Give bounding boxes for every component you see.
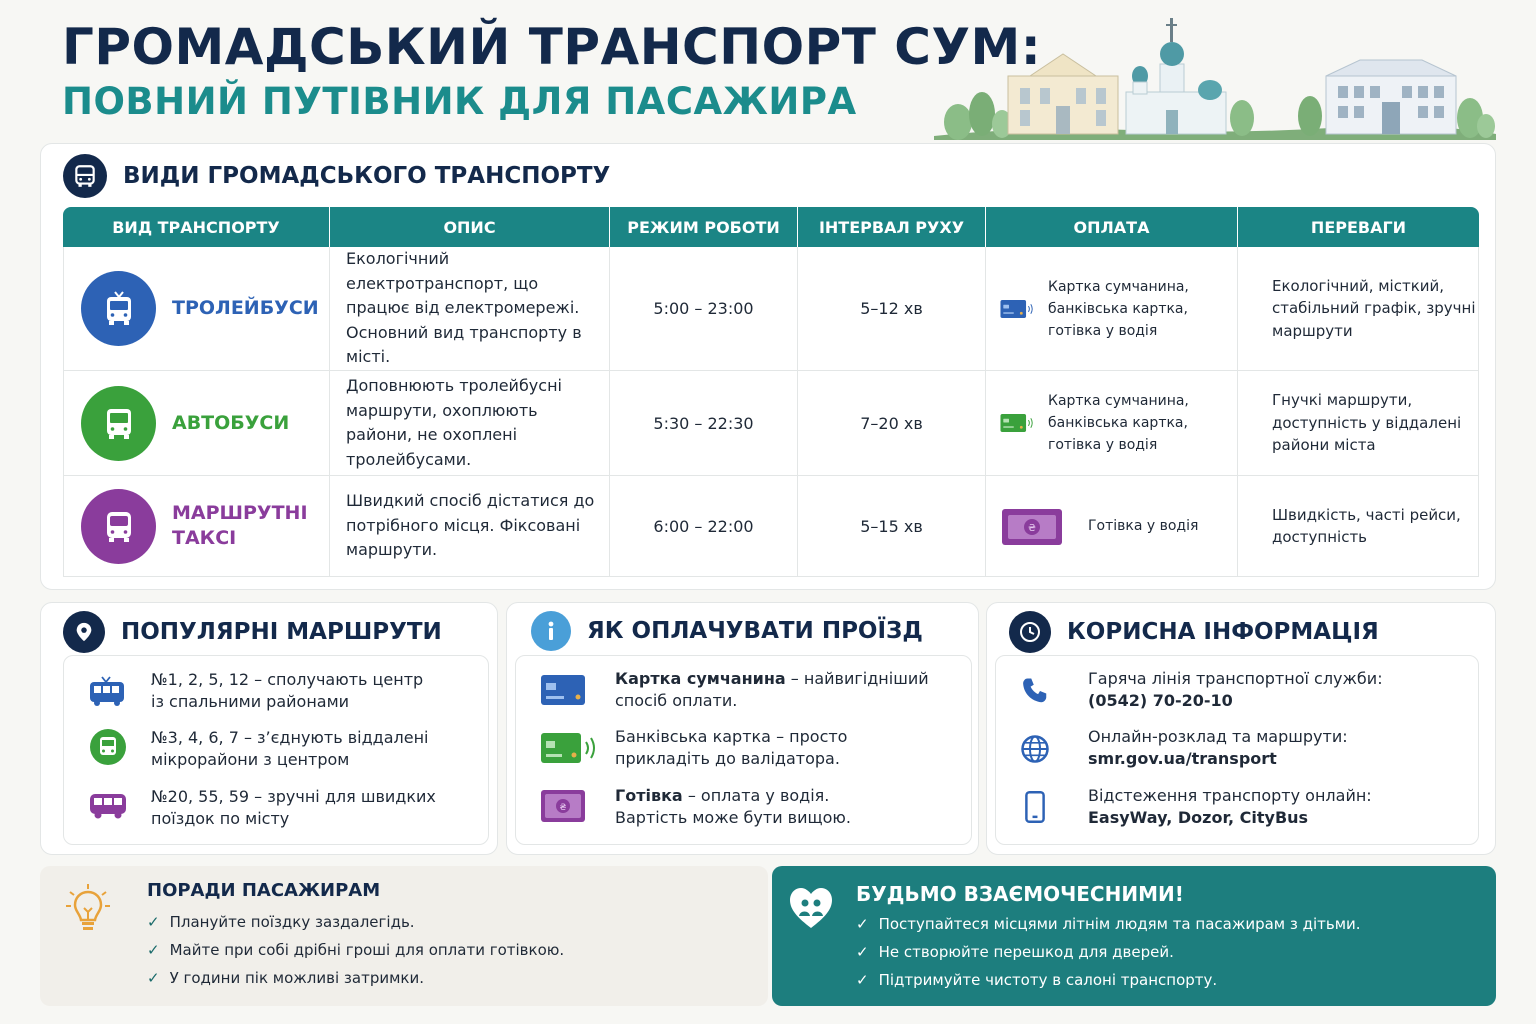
operating-hours: 5:30 – 22:30: [610, 371, 798, 476]
info-list: [995, 655, 1479, 845]
route-text: із спальними районами: [151, 692, 350, 711]
passenger-tips-section: [40, 866, 768, 1006]
transport-types-header: [63, 154, 610, 198]
payment-method-text: – найвигідніший: [785, 669, 929, 688]
payment-method-text: прикладіть до валідатора.: [615, 749, 840, 768]
payment-method-name: Готівка: [615, 786, 683, 805]
transport-types-table: [63, 207, 1479, 577]
tips-list: [147, 908, 564, 992]
transport-types-section: [40, 143, 1496, 590]
payment-methods: Картка сумчанина, банківська картка, готівка у водія: [1048, 278, 1189, 339]
payment-method-text: – просто: [770, 727, 848, 746]
section-title: КОРИСНА ІНФОРМАЦІЯ: [1067, 619, 1379, 645]
routes-list: [63, 655, 489, 845]
section-title: ВИДИ ГРОМАДСЬКОГО ТРАНСПОРТУ: [123, 163, 611, 189]
list-item: ✓ У години пік можливі затримки.: [147, 964, 564, 992]
cash-icon: [1000, 505, 1076, 547]
courtesy-section: [772, 866, 1496, 1006]
tips-title: ПОРАДИ ПАСАЖИРАМ: [147, 880, 381, 901]
check-icon: ✓: [856, 915, 869, 933]
payment-methods: Картка сумчанина, банківська картка, готівка у водія: [1048, 393, 1189, 453]
minibus-icon: [88, 791, 128, 821]
lightbulb-icon: [64, 882, 112, 936]
card-contactless-icon: [540, 732, 600, 764]
courtesy-title: БУДЬМО ВЗАЄМОЧЕСНИМИ!: [856, 882, 1184, 906]
list-item: ✓ Майте при собі дрібні гроші для оплати готівкою.: [147, 936, 564, 964]
check-icon: ✓: [856, 971, 869, 989]
route-text: поїздок по місту: [151, 809, 290, 828]
info-label: Гаряча лінія транспортної служби:: [1088, 669, 1383, 688]
tracking-apps: EasyWay, Dozor, CityBus: [1088, 808, 1309, 827]
transport-description: Доповнюють тролейбусні маршрути, охоплюють райони, не охоплені тролейбусами.: [346, 376, 562, 469]
transport-type-name: ТРОЛЕЙБУСИ: [172, 297, 319, 319]
transport-description: Екологічний електротранспорт, що працює від електромережі. Основний вид транспорту в місті.: [346, 249, 582, 367]
payment-method-name: Картка сумчанина: [615, 669, 786, 688]
svg-text:₴: ₴: [559, 803, 567, 813]
clock-icon: [1009, 611, 1051, 653]
check-icon: ✓: [147, 969, 160, 987]
interval: 5–15 хв: [798, 476, 986, 577]
column-header: ОПИС: [330, 207, 610, 247]
page-subtitle: ПОВНИЙ ПУТІВНИК ДЛЯ ПАСАЖИРА: [62, 80, 857, 123]
card-contactless-icon: [1000, 402, 1036, 444]
trolleybus-icon: [88, 676, 126, 708]
map-pin-icon: [63, 611, 105, 653]
card-icon: [540, 674, 586, 706]
payment-section: [506, 602, 979, 855]
info-label: Онлайн-розклад та маршрути:: [1088, 727, 1348, 746]
hotline-number[interactable]: (0542) 70-20-10: [1088, 691, 1233, 710]
info-icon: [531, 611, 571, 651]
trolleybus-icon: [81, 271, 156, 346]
payment-method-text: Вартість може бути вищою.: [615, 808, 851, 827]
transport-type-name: АВТОБУСИ: [172, 411, 290, 434]
payment-method-text: – оплата у водія.: [682, 786, 830, 805]
advantages: Гнучкі маршрути, доступність у віддалені райони міста: [1272, 391, 1462, 455]
bus-icon: [81, 386, 156, 461]
route-text: №3, 4, 6, 7 – з’єднують віддалені: [151, 728, 429, 747]
interval: 5–12 хв: [798, 247, 986, 371]
table-row: [63, 247, 1479, 371]
section-title: ПОПУЛЯРНІ МАРШРУТИ: [121, 619, 442, 645]
transport-description: Швидкий спосіб дістатися до потрібного місця. Фіксовані маршрути.: [346, 491, 595, 560]
list-item: ✓ Не створюйте перешкод для дверей.: [856, 938, 1361, 966]
payment-method-text: спосіб оплати.: [615, 691, 738, 710]
info-label: Відстеження транспорту онлайн:: [1088, 786, 1372, 805]
useful-info-section: [986, 602, 1496, 855]
list-item: ✓ Підтримуйте чистоту в салоні транспорту.: [856, 966, 1361, 994]
interval: 7–20 хв: [798, 371, 986, 476]
svg-text:₴: ₴: [1028, 523, 1036, 534]
check-icon: ✓: [147, 941, 160, 959]
phone-icon: [1020, 676, 1050, 706]
route-text: №1, 2, 5, 12 – сполучають центр: [151, 670, 424, 689]
globe-icon: [1020, 734, 1050, 764]
column-header: РЕЖИМ РОБОТИ: [610, 207, 798, 247]
section-title: ЯК ОПЛАЧУВАТИ ПРОЇЗД: [587, 618, 923, 644]
card-contactless-icon: [1000, 288, 1036, 330]
page-title: ГРОМАДСЬКИЙ ТРАНСПОРТ СУМ:: [62, 18, 1042, 76]
check-icon: ✓: [147, 913, 160, 931]
smartphone-icon: [1024, 791, 1046, 823]
schedule-link[interactable]: smr.gov.ua/transport: [1088, 749, 1277, 768]
list-item: ✓ Плануйте поїздку заздалегідь.: [147, 908, 564, 936]
operating-hours: 5:00 – 23:00: [610, 247, 798, 371]
heart-people-icon: [788, 886, 834, 930]
city-skyline-illustration: [930, 14, 1500, 140]
bus-icon: [63, 154, 107, 198]
transport-type-name: МАРШРУТНІ ТАКСІ: [172, 502, 308, 549]
payment-methods: Готівка у водія: [1088, 518, 1199, 534]
table-row: [63, 476, 1479, 577]
advantages: Швидкість, часті рейси, доступність: [1272, 505, 1461, 546]
column-header: ВИД ТРАНСПОРТУ: [63, 207, 330, 247]
minibus-icon: [81, 489, 156, 564]
route-text: мікрорайони з центром: [151, 750, 350, 769]
popular-routes-section: [40, 602, 498, 855]
courtesy-list: [856, 910, 1361, 994]
operating-hours: 6:00 – 22:00: [610, 476, 798, 577]
route-text: №20, 55, 59 – зручні для швидких: [151, 787, 436, 806]
payment-method-name: Банківська картка: [615, 727, 771, 746]
column-header: ІНТЕРВАЛ РУХУ: [798, 207, 986, 247]
table-row: [63, 371, 1479, 476]
column-header: ПЕРЕВАГИ: [1238, 207, 1479, 247]
payment-methods-list: [515, 655, 972, 845]
check-icon: ✓: [856, 943, 869, 961]
column-header: ОПЛАТА: [986, 207, 1238, 247]
advantages: Екологічний, місткий, стабільний графік, зручні маршрути: [1272, 276, 1476, 340]
list-item: ✓ Поступайтеся місцями літнім людям та пасажирам з дітьми.: [856, 910, 1361, 938]
bus-icon: [89, 728, 127, 766]
cash-icon: [540, 789, 586, 823]
